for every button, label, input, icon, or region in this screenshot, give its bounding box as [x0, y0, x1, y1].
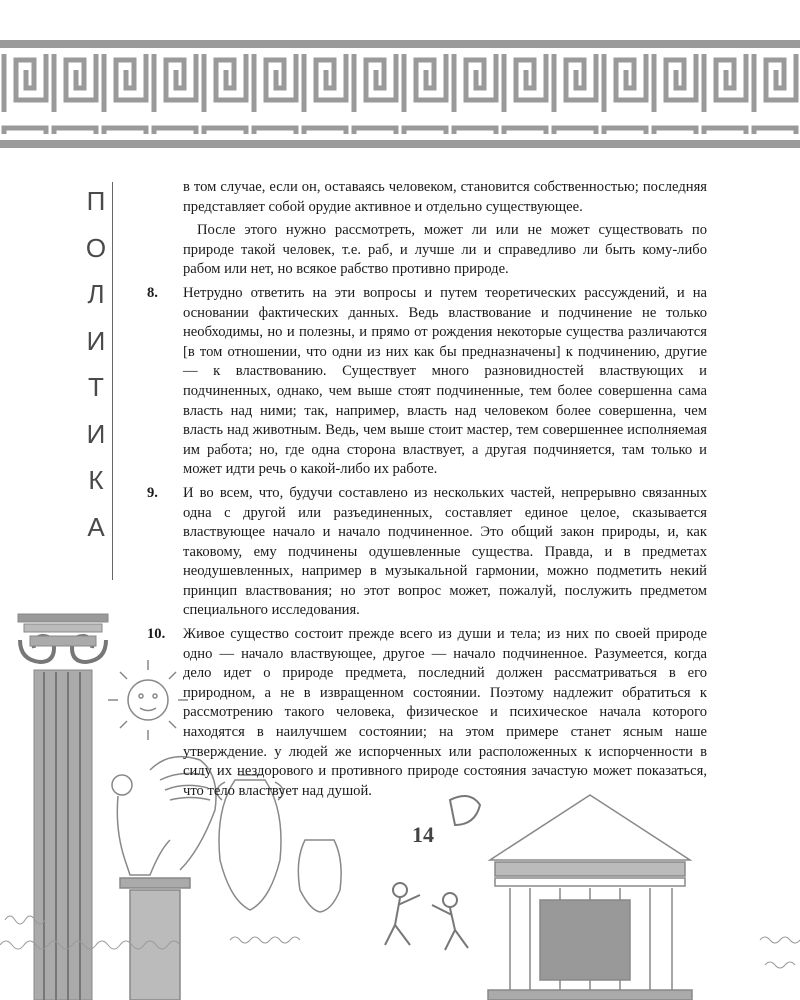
paragraph-number: 8.	[147, 284, 158, 301]
page-number: 14	[412, 822, 434, 847]
title-letter: И	[86, 418, 106, 449]
handwriting-decoration	[0, 916, 800, 968]
title-letter: К	[88, 465, 104, 495]
numbered-paragraph-10	[147, 625, 707, 801]
sun-illustration	[108, 660, 188, 740]
title-letter: П	[86, 186, 106, 216]
title-letter: Т	[88, 372, 104, 402]
paragraph: И во всем, что, будучи составлено из нескольких частей, непрерывно связанных одна с другой или разъединенных, составляет единое целое, сказывается властвующее начало и начало подчиненное. Это общий закон природы, и, как таковому, ему подчинены одушевленные существа. Правда, и в предметах неодушевленных, например в музыкальной гармонии, можно подметить некий принцип властвования; но этот вопрос может, пожалуй, послужить предметом специального исследования.	[183, 484, 707, 619]
numbered-paragraph-9	[147, 484, 707, 621]
title-letter: И	[86, 325, 106, 356]
paragraph: После этого нужно рассмотреть, может ли или не может существовать по природе такой человек, т.е. раб, и лучше ли и справедливо ли быть кому-либо рабом или нет, но всякое рабство противно природе.	[183, 222, 707, 278]
paragraph-number: 10.	[147, 626, 166, 643]
title-letter: О	[85, 232, 107, 263]
section-title-vertical	[76, 178, 116, 550]
paragraph-number: 9.	[147, 484, 158, 501]
title-letter: А	[87, 511, 105, 542]
paragraph: Живое существо состоит прежде всего из души и тела; из них по своей природе одно — начало властвующее, другое — начало подчиненное. Разумеется, когда дело идет о природе предмета, последний должен рассматриваться в его природном, а не в извращенном состоянии. Поэтому надлежит обратиться к рассмотрению такого человека, физическое и психическое начала которого находятся в наилучшем состоянии; на этом примере станет ясным наше утверждение. у людей же испорченных или расположенных к испорченности в силу их нездорового и противного природе состояния зачастую может показаться, что тело властвует над душой.	[183, 626, 707, 799]
paragraph: в том случае, если он, оставаясь человеком, становится собственностью; последняя представляет собой орудие активное и отдельно существующее.	[183, 179, 707, 215]
ionic-column-illustration	[18, 614, 108, 1000]
temple-illustration	[488, 795, 692, 1000]
numbered-paragraph-8	[147, 284, 707, 480]
paragraph: Нетрудно ответить на эти вопросы и путем теоретических рассуждений, и на основании фактических данных. Ведь властвование и подчинение не только необходимы, но и полезны, и прямо от рождения некоторые существа различаются [в том отношении, что одни из них как бы предназначены] к подчинению, другие — к властвованию. Существует много разновидностей властвующих и подчиненных, однако, чем выше стоят подчиненные, тем более совершенна сама власть над ними; так, например, власть над человеком более совершенна, чем власть над животным. Ведь, чем выше стоит мастер, тем совершеннее исполняемая им работа; но, где одна сторона властвует, а другая подчиняется, там только и может идти речь о какой-либо их работе.	[183, 284, 707, 478]
title-letter: Л	[87, 279, 105, 309]
vertical-rule	[112, 182, 113, 580]
greek-key-border	[0, 40, 800, 150]
main-text	[147, 178, 707, 805]
warriors-illustration	[385, 796, 480, 950]
